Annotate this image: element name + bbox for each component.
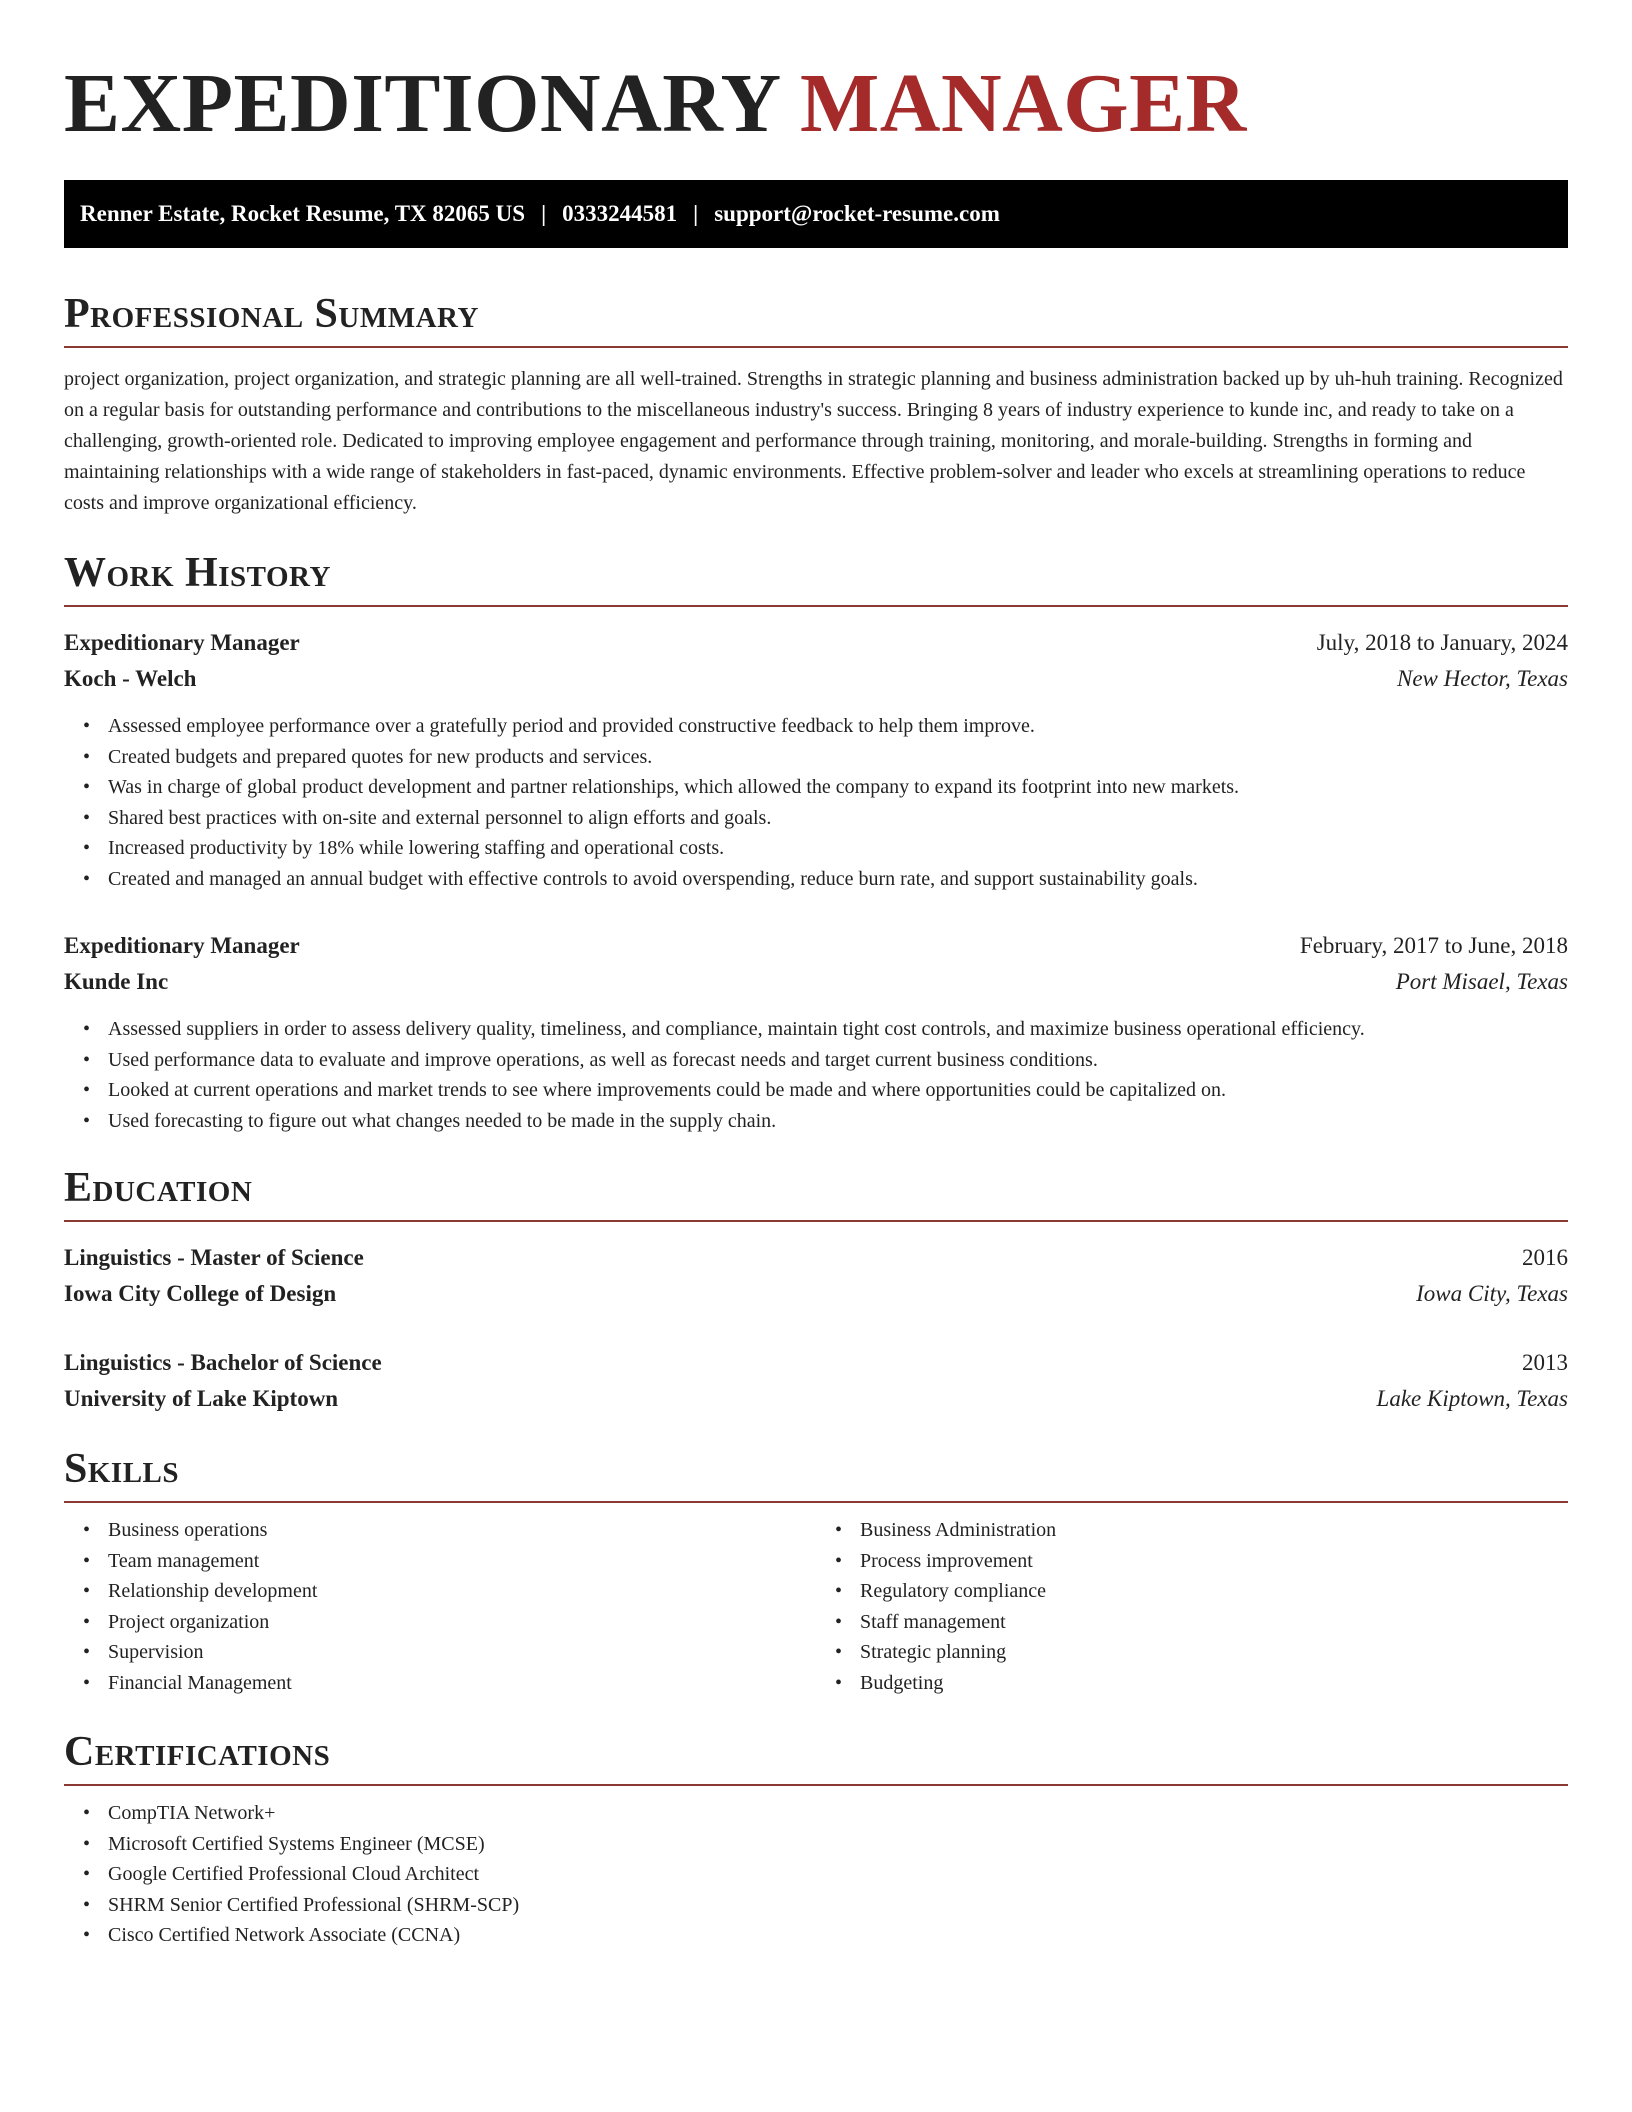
list-item: • Assessed suppliers in order to assess delivery quality, timeliness, and compliance, maintain tight cost controls, and maximize business operational efficiency. [108,1014,1568,1045]
list-item: • Increased productivity by 18% while lowering staffing and operational costs. [108,833,1568,864]
contact-separator: | [693,201,699,226]
education-school-row [64,1276,1568,1312]
certifications-list [64,1798,1568,1951]
list-item: • SHRM Senior Certified Professional (SHRM-SCP) [108,1890,1568,1921]
name-first: EXPEDITIONARY [64,57,779,150]
list-item: • Used performance data to evaluate and improve operations, as well as forecast needs and target current business conditions. [108,1045,1568,1076]
section-title-summary: Professional Summary [64,291,479,337]
resume-name [64,0,1568,152]
list-item: • Staff management [860,1607,1568,1638]
contact-separator: | [541,201,547,226]
education-location: Iowa City, Texas [1416,1281,1568,1306]
list-item: • Assessed employee performance over a gratefully period and provided constructive feedback to help them improve. [108,711,1568,742]
contact-email: support@rocket-resume.com [714,201,1000,226]
education-school-row [64,1381,1568,1417]
job-position: Expeditionary Manager [64,630,300,655]
section-divider [64,1220,1568,1222]
work-history-section [64,547,1568,1136]
job-position: Expeditionary Manager [64,933,300,958]
list-item: • Business operations [108,1515,816,1546]
skills-grid [64,1515,1568,1698]
education-school: University of Lake Kiptown [64,1386,339,1411]
education-degree-row [64,1345,1568,1381]
job-bullets [64,1014,1568,1136]
education-section [64,1162,1568,1417]
education-year: 2013 [1522,1350,1568,1375]
list-item: • Shared best practices with on-site and external personnel to align efforts and goals. [108,803,1568,834]
name-last: MANAGER [800,57,1247,150]
list-item: • Strategic planning [860,1637,1568,1668]
section-title-certifications: Certifications [64,1729,331,1775]
education-degree: Linguistics - Master of Science [64,1245,364,1270]
section-divider [64,1501,1568,1503]
education-degree-row [64,1240,1568,1276]
job-dates: July, 2018 to January, 2024 [1316,630,1568,655]
education-degree: Linguistics - Bachelor of Science [64,1350,382,1375]
list-item: • Cisco Certified Network Associate (CCNA) [108,1920,1568,1951]
job-bullets [64,711,1568,894]
job-company-row [64,964,1568,1000]
section-title-education: Education [64,1165,253,1211]
summary-section [64,288,1568,519]
job-dates: February, 2017 to June, 2018 [1299,933,1568,958]
list-item: • Used forecasting to figure out what changes needed to be made in the supply chain. [108,1106,1568,1137]
job-company: Koch - Welch [64,666,197,691]
job-company-row [64,661,1568,697]
job-entry [64,625,1568,894]
job-entry [64,928,1568,1136]
list-item: • Regulatory compliance [860,1576,1568,1607]
section-title-skills: Skills [64,1446,180,1492]
education-school: Iowa City College of Design [64,1281,337,1306]
contact-address: Renner Estate, Rocket Resume, TX 82065 US [80,201,526,226]
section-title-work-history: Work History [64,550,331,596]
list-item: • Looked at current operations and market trends to see where improvements could be made and where opportunities could be capitalized on. [108,1075,1568,1106]
list-item: • Relationship development [108,1576,816,1607]
skills-list-left [64,1515,816,1698]
job-header-row [64,625,1568,661]
education-entry [64,1240,1568,1312]
list-item: • Google Certified Professional Cloud Architect [108,1859,1568,1890]
contact-bar [64,180,1568,248]
education-entry [64,1345,1568,1417]
list-item: • Was in charge of global product development and partner relationships, which allowed the company to expand its footprint into new markets. [108,772,1568,803]
list-item: • Created budgets and prepared quotes for new products and services. [108,742,1568,773]
list-item: • Process improvement [860,1546,1568,1577]
section-divider [64,346,1568,348]
job-location: Port Misael, Texas [1395,969,1568,994]
contact-phone: 0333244581 [562,201,678,226]
summary-text: project organization, project organization, and strategic planning are all well-trained. Strengths in strategic planning and business administration backed up by uh-huh training. Recognized on a regular basis for outstanding performance and contributions to the miscellaneous industry's success. Bringing 8 years of industry experience to kunde inc, and ready to take on a challenging, growth-oriented role. Dedicated to improving employee engagement and performance through training, monitoring, and morale-building. Strengths in forming and maintaining relationships with a wide range of stakeholders in fast-paced, dynamic environments. Effective problem-solver and leader who excels at streamlining operations to reduce costs and improve organizational efficiency. [64,368,1563,514]
list-item: • Financial Management [108,1668,816,1699]
list-item: • Supervision [108,1637,816,1668]
certifications-section [64,1726,1568,1951]
section-divider [64,1784,1568,1786]
job-company: Kunde Inc [64,969,169,994]
skills-section [64,1443,1568,1698]
list-item: • Project organization [108,1607,816,1638]
list-item: • Business Administration [860,1515,1568,1546]
skills-list-right [816,1515,1568,1698]
section-divider [64,605,1568,607]
job-header-row [64,928,1568,964]
list-item: • Team management [108,1546,816,1577]
list-item: • CompTIA Network+ [108,1798,1568,1829]
list-item: • Created and managed an annual budget with effective controls to avoid overspending, reduce burn rate, and support sustainability goals. [108,864,1568,895]
list-item: • Microsoft Certified Systems Engineer (MCSE) [108,1829,1568,1860]
list-item: • Budgeting [860,1668,1568,1699]
education-year: 2016 [1522,1245,1568,1270]
job-location: New Hector, Texas [1396,666,1568,691]
education-location: Lake Kiptown, Texas [1376,1386,1568,1411]
